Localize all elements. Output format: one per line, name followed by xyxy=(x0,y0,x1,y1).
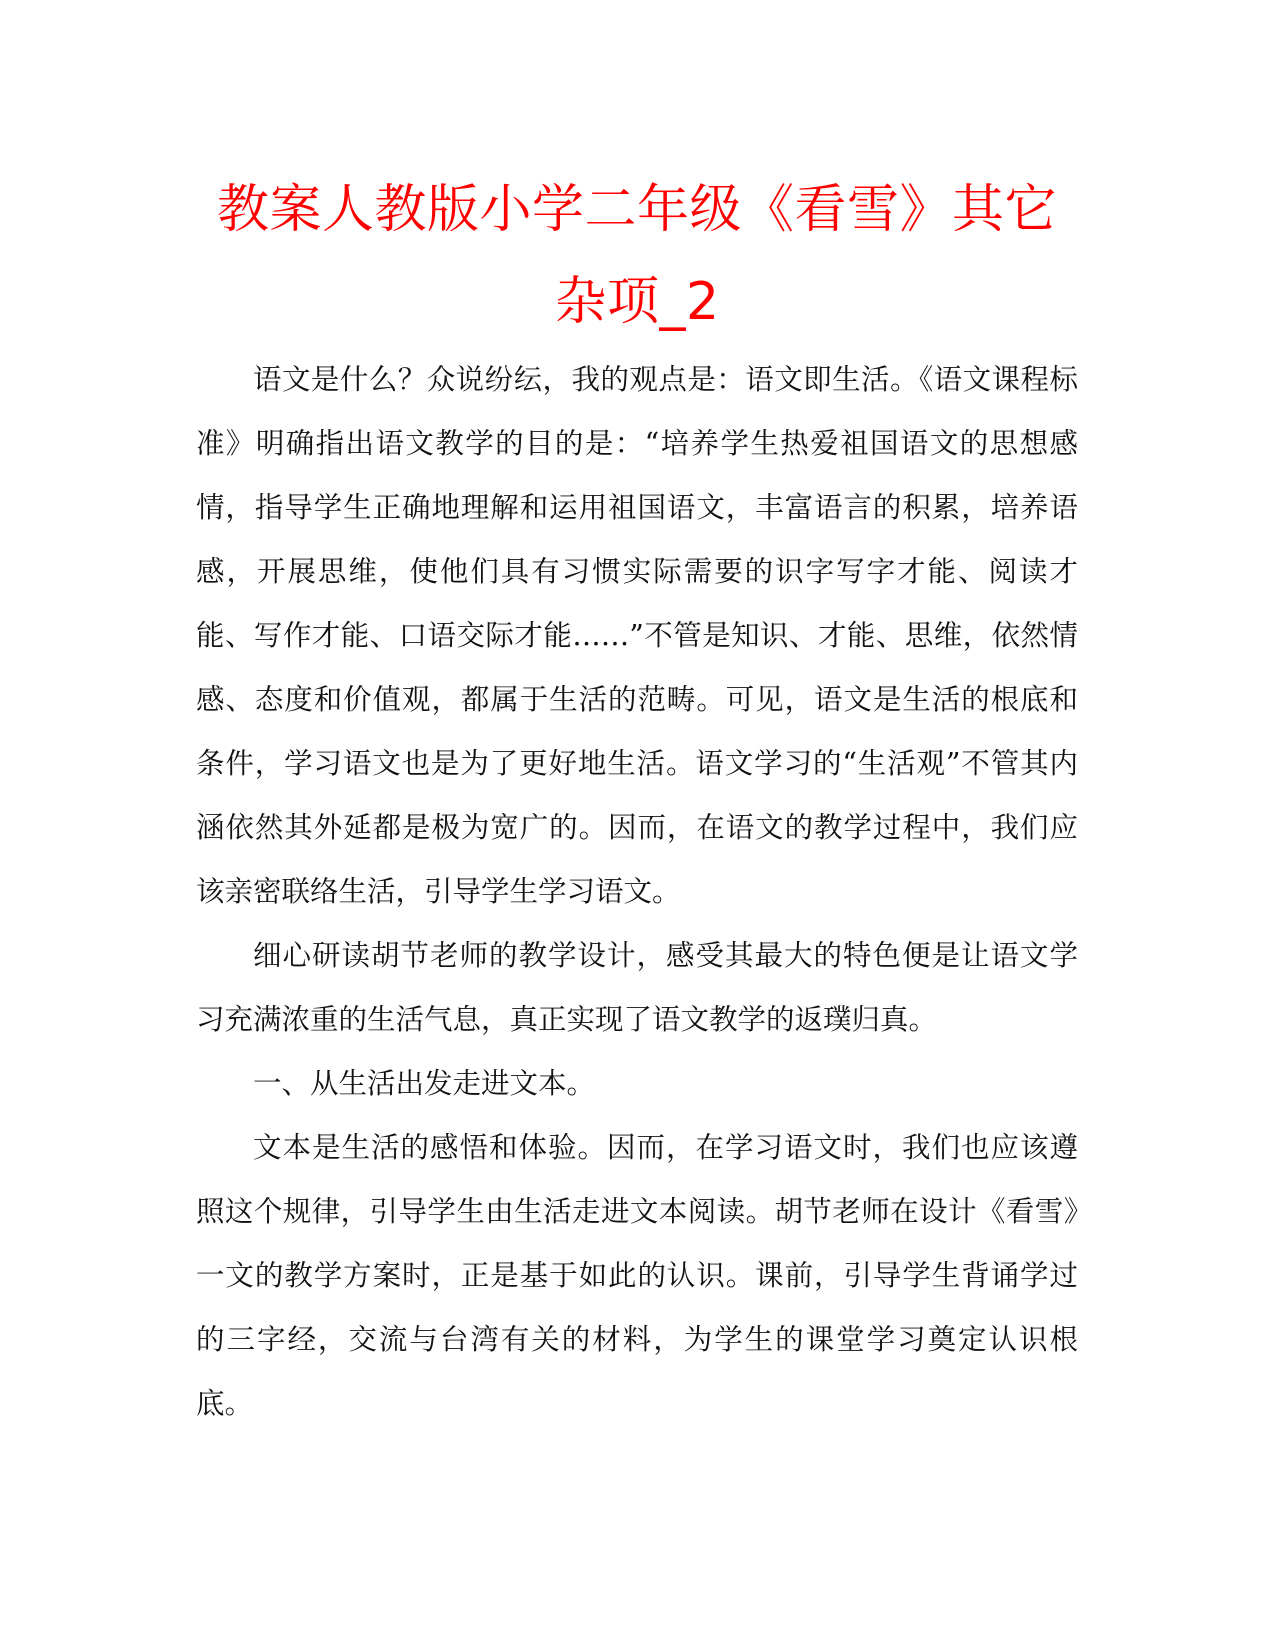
paragraph-2: 细心研读胡节老师的教学设计，感受其最大的特色便是让语文学习充满浓重的生活气息，真正实现了语文教学的返璞归真。 xyxy=(196,939,1078,1036)
paragraph-4: 文本是生活的感悟和体验。因而，在学习语文时，我们也应该遵照这个规律，引导学生由生活走进文本阅读。胡节老师在设计《看雪》一文的教学方案时，正是基于如此的认识。课前，引导学生背诵学过的三字经，交流与台湾有关的材料，为学生的课堂学习奠定认识根底。 xyxy=(196,1131,1078,1420)
document-body xyxy=(196,348,1078,1436)
document-title: 教案人教版小学二年级《看雪》其它杂项_2 xyxy=(216,180,1057,332)
paragraph-3: 一、从生活出发走进文本。 xyxy=(253,1067,596,1100)
paragraph-1: 语文是什么？众说纷纭，我的观点是：语文即生活。《语文课程标准》明确指出语文教学的目的是：“培养学生热爱祖国语文的思想感情，指导学生正确地理解和运用祖国语文，丰富语言的积累，培养语感，开展思维，使他们具有习惯实际需要的识字写字才能、阅读才能、写作才能、口语交际才能……”不管是知识、才能、思维，依然情感、态度和价值观，都属于生活的范畴。可见，语文是生活的根底和条件，学习语文也是为了更好地生活。语文学习的“生活观”不管其内涵依然其外延都是极为宽广的。因而，在语文的教学过程中，我们应该亲密联络生活，引导学生学习语文。 xyxy=(196,363,1078,908)
